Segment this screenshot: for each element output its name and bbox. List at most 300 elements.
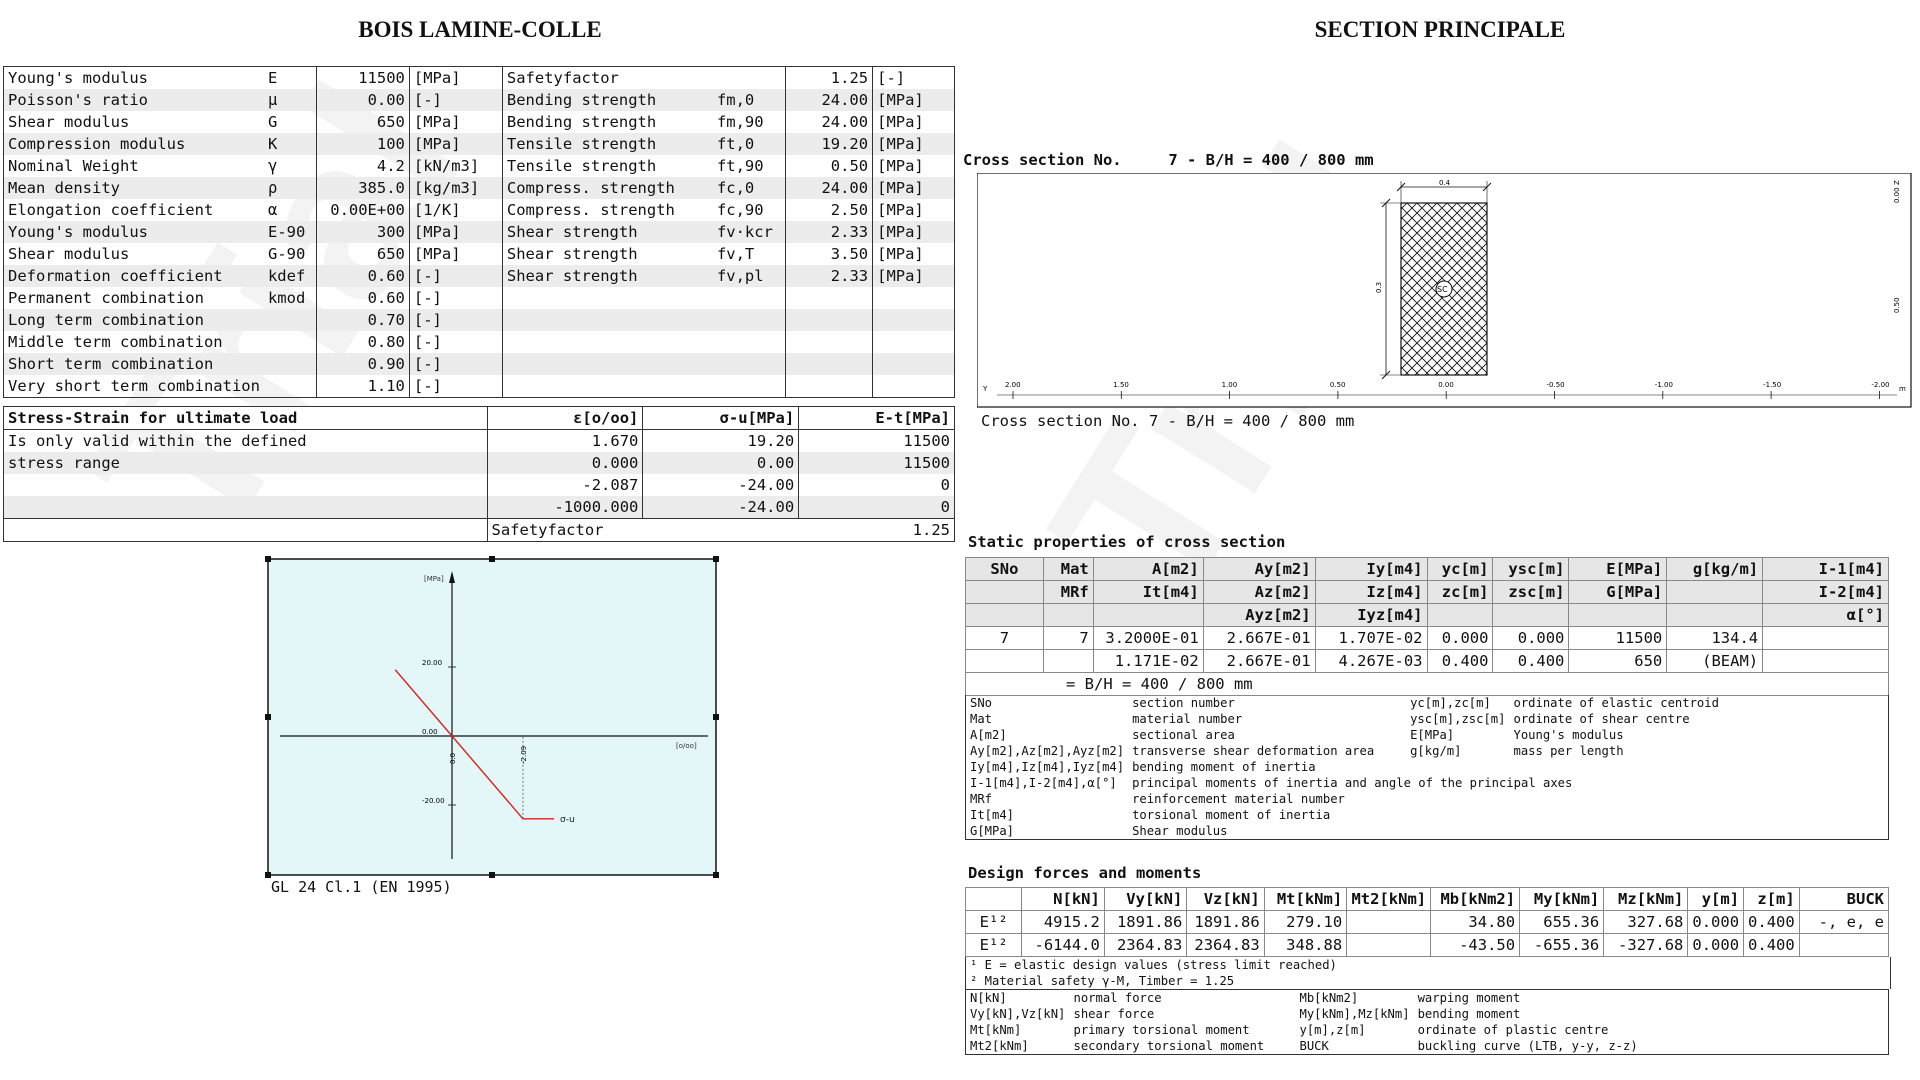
legend-text: ordinate of plastic centre	[1417, 1023, 1609, 1037]
strength-symbol: fv,pl	[713, 265, 786, 287]
legend-symbol: A[m2]	[970, 728, 1007, 742]
legend-row	[966, 743, 1889, 759]
table-row	[4, 67, 955, 90]
table-row	[966, 627, 1889, 650]
props-header-cell	[966, 604, 1044, 627]
forces-header-cell: N[kN]	[1022, 888, 1104, 911]
forces-cell: 2364.83	[1104, 934, 1186, 957]
legend-row	[966, 711, 1889, 727]
axis-z-letter: Z	[1893, 180, 1901, 185]
y-tick-label: 0.00	[422, 728, 438, 736]
legend-symbol: My[kNm],Mz[kNm]	[1299, 1007, 1410, 1021]
property-name: Deformation coefficient	[4, 265, 264, 287]
props-header-cell	[1427, 604, 1493, 627]
strength-name: Safetyfactor	[502, 67, 713, 90]
props-header-cell	[1493, 604, 1569, 627]
forces-cell	[1347, 911, 1431, 934]
property-symbol: kmod	[267, 289, 306, 307]
legend-row	[966, 695, 1889, 711]
axis-z-tick-0: 0.00	[1893, 187, 1901, 203]
strength-unit	[873, 331, 955, 353]
strength-unit: [MPa]	[873, 177, 955, 199]
forces-footnote-2: ² Material safety γ-M, Timber = 1.25	[970, 974, 1235, 988]
props-cell: 0.000	[1427, 627, 1493, 650]
forces-cell	[1347, 934, 1431, 957]
strength-symbol: fc,0	[713, 177, 786, 199]
ss-note: Is only valid within the defined	[8, 432, 307, 450]
legend-symbol: N[kN]	[970, 991, 1007, 1005]
strength-name	[502, 353, 713, 375]
props-header-cell	[1043, 604, 1093, 627]
legend-row	[966, 990, 1889, 1007]
ss-cell: -2.087	[487, 474, 643, 496]
property-value: 0.60	[317, 265, 410, 287]
property-value: 0.00	[317, 89, 410, 111]
legend-symbol: Vy[kN],Vz[kN]	[970, 1007, 1066, 1021]
forces-cell: 4915.2	[1022, 911, 1104, 934]
property-unit: [-]	[409, 331, 502, 353]
dim-top-label: 0.4	[1439, 179, 1451, 187]
props-header-cell: yc[m]	[1427, 558, 1493, 581]
resize-handle[interactable]	[489, 556, 495, 562]
props-header-cell	[966, 581, 1044, 604]
forces-cell: 0.000	[1688, 934, 1744, 957]
legend-text: buckling curve (LTB, y-y, z-z)	[1417, 1039, 1638, 1053]
axis-tick-label: 1.00	[1221, 381, 1238, 389]
table-row	[4, 496, 955, 519]
props-cell	[1043, 650, 1093, 673]
cross-section-caption: Cross section No. 7 - B/H = 400 / 800 mm	[981, 412, 1355, 430]
forces-header-cell: Vz[kN]	[1187, 888, 1264, 911]
property-unit: [-]	[409, 265, 502, 287]
legend-text: Shear modulus	[1132, 824, 1228, 838]
static-props-legend	[965, 695, 1889, 840]
props-cell	[1763, 650, 1889, 673]
table-row	[4, 133, 955, 155]
material-title: BOIS LAMINE-COLLE	[358, 17, 602, 42]
stress-strain-table	[3, 406, 955, 542]
legend-symbol: Ay[m2],Az[m2],Ayz[m2]	[970, 744, 1125, 758]
props-header-cell: Az[m2]	[1203, 581, 1315, 604]
props-header-cell: zc[m]	[1427, 581, 1493, 604]
axis-tick-label: -1.50	[1763, 381, 1782, 389]
ss-cell: 0	[799, 496, 955, 519]
strength-name: Shear strength	[502, 265, 713, 287]
forces-cell: 0.400	[1744, 911, 1800, 934]
forces-header-cell: Vy[kN]	[1104, 888, 1186, 911]
strength-value	[786, 331, 873, 353]
forces-cell: 655.36	[1520, 911, 1604, 934]
property-value: 385.0	[317, 177, 410, 199]
property-name: Shear modulus	[8, 113, 130, 131]
property-unit: [-]	[409, 287, 502, 309]
legend-text: section number	[1132, 696, 1235, 710]
strength-name	[502, 331, 713, 353]
forces-cell: -, e, e	[1799, 911, 1888, 934]
table-row	[4, 155, 955, 177]
property-symbol: E-90	[264, 221, 317, 243]
props-cell: (BEAM)	[1667, 650, 1763, 673]
forces-cell: 0.400	[1744, 934, 1800, 957]
props-header-cell: Mat	[1043, 558, 1093, 581]
strength-unit: [MPa]	[873, 133, 955, 155]
property-unit: [MPa]	[409, 133, 502, 155]
legend-symbol: It[m4]	[970, 808, 1015, 822]
legend-symbol: Mb[kNm2]	[1299, 991, 1359, 1005]
props-note: = B/H = 400 / 800 mm	[966, 673, 1889, 696]
legend-text: ordinate of elastic centroid	[1513, 696, 1719, 710]
table-row	[4, 375, 955, 398]
forces-cell: 279.10	[1264, 911, 1346, 934]
property-unit: [-]	[409, 375, 502, 398]
table-row	[4, 243, 955, 265]
props-header-cell: Iy[m4]	[1315, 558, 1427, 581]
axis-unit: m	[1899, 385, 1906, 393]
property-symbol	[264, 375, 317, 398]
props-header-cell: Iz[m4]	[1315, 581, 1427, 604]
property-symbol	[264, 353, 317, 375]
resize-handle[interactable]	[265, 714, 271, 720]
strength-value	[786, 287, 873, 309]
axis-tick-label: -0.50	[1546, 381, 1565, 389]
strength-unit: [MPa]	[873, 111, 955, 133]
property-value: 11500	[317, 67, 410, 90]
forces-cell: 348.88	[1264, 934, 1346, 957]
legend-text: Young's modulus	[1513, 728, 1624, 742]
table-row	[966, 650, 1889, 673]
strength-name	[502, 287, 713, 309]
forces-table	[965, 887, 1889, 957]
ss-empty	[4, 519, 488, 542]
strength-unit: [-]	[873, 67, 955, 90]
ss-cell: 11500	[799, 452, 955, 474]
chart-background	[268, 559, 716, 875]
strength-unit: [MPa]	[873, 199, 955, 221]
y-tick-label: 20.00	[422, 659, 443, 667]
stress-strain-chart	[262, 553, 724, 881]
property-unit: [-]	[409, 309, 502, 331]
strength-name: Bending strength	[502, 89, 713, 111]
property-name: Mean density	[4, 177, 264, 199]
ss-note: stress range	[4, 452, 488, 474]
ss-cell: 0	[799, 474, 955, 496]
legend-text: ordinate of shear centre	[1513, 712, 1690, 726]
property-name: Short term combination	[4, 353, 264, 375]
property-symbol: kdef	[264, 265, 317, 287]
strength-unit	[873, 287, 955, 309]
axis-tick-label: 0.00	[1438, 381, 1454, 389]
forces-header-cell: BUCK	[1799, 888, 1888, 911]
table-row	[4, 474, 955, 496]
ss-header-modulus: E-t[MPa]	[799, 407, 955, 430]
strength-unit: [MPa]	[873, 155, 955, 177]
legend-symbol: MRf	[970, 792, 993, 806]
property-symbol	[264, 309, 317, 331]
legend-text: sectional area	[1132, 728, 1235, 742]
cross-section-label-value: 7 - B/H = 400 / 800 mm	[1168, 151, 1374, 169]
series-label: σ-u	[560, 814, 575, 825]
forces-cell: 327.68	[1604, 911, 1688, 934]
table-row	[4, 265, 955, 287]
ss-header-label: Stress-Strain for ultimate load	[4, 407, 488, 430]
property-name: Permanent combination	[8, 289, 204, 307]
strength-value: 19.20	[786, 133, 873, 155]
strength-value: 1.25	[786, 67, 873, 90]
forces-header-cell	[966, 888, 1022, 911]
props-header-cell: Iyz[m4]	[1315, 604, 1427, 627]
property-value: 0.90	[317, 353, 410, 375]
props-header-cell	[1569, 604, 1667, 627]
legend-text: normal force	[1073, 991, 1162, 1005]
strength-unit	[873, 353, 955, 375]
table-row	[4, 519, 955, 542]
section-title: SECTION PRINCIPALE	[1314, 17, 1566, 42]
property-name: Compression modulus	[4, 133, 264, 155]
props-header-row	[966, 558, 1889, 581]
property-symbol: α	[267, 201, 278, 219]
strength-symbol: fv,T	[716, 245, 755, 263]
forces-cell: 1891.86	[1104, 911, 1186, 934]
forces-header-cell: Mz[kNm]	[1604, 888, 1688, 911]
property-symbol: μ	[264, 89, 317, 111]
legend-symbol: Iy[m4],Iz[m4],Iyz[m4]	[970, 760, 1125, 774]
strength-value: 2.33	[786, 265, 873, 287]
strength-unit	[873, 375, 955, 398]
ss-header-strain: ε[o/oo]	[487, 407, 643, 430]
legend-text: torsional moment of inertia	[1132, 808, 1331, 822]
property-name: Young's modulus	[8, 69, 148, 87]
legend-text: secondary torsional moment	[1073, 1039, 1265, 1053]
property-unit: [MPa]	[409, 111, 502, 133]
props-header-cell: E[MPa]	[1569, 558, 1667, 581]
property-symbol: ρ	[264, 177, 317, 199]
strength-name: Tensile strength	[502, 133, 713, 155]
strength-symbol: fm,0	[713, 89, 786, 111]
props-header-cell: I-1[m4]	[1763, 558, 1889, 581]
property-symbol: E	[267, 69, 278, 87]
forces-header-row	[966, 888, 1889, 911]
forces-header-cell: Mb[kNm2]	[1431, 888, 1520, 911]
chart-caption: GL 24 Cl.1 (EN 1995)	[271, 878, 452, 896]
props-header-cell: g[kg/m]	[1667, 558, 1763, 581]
static-props-title: Static properties of cross section	[968, 533, 1286, 551]
strength-symbol: fv·kcr	[713, 221, 786, 243]
legend-text: reinforcement material number	[1132, 792, 1345, 806]
legend-row	[966, 791, 1889, 807]
property-name: Young's modulus	[4, 221, 264, 243]
table-row	[4, 221, 955, 243]
ss-note	[4, 474, 488, 496]
property-value: 650	[317, 111, 410, 133]
legend-row	[966, 727, 1889, 743]
forces-cell: 1891.86	[1187, 911, 1264, 934]
legend-row	[966, 1022, 1889, 1038]
forces-cell: 0.000	[1688, 911, 1744, 934]
strength-unit	[873, 309, 955, 331]
property-value: 0.00E+00	[317, 199, 410, 221]
property-value: 650	[317, 243, 410, 265]
strength-name: Shear strength	[502, 221, 713, 243]
resize-handle[interactable]	[265, 556, 271, 562]
legend-symbol: G[MPa]	[970, 824, 1015, 838]
forces-legend	[965, 989, 1889, 1055]
props-cell: 4.267E-03	[1315, 650, 1427, 673]
forces-cell	[1799, 934, 1888, 957]
strength-value: 2.33	[786, 221, 873, 243]
legend-symbol: Mt[kNm]	[970, 1023, 1022, 1037]
property-name: Nominal Weight	[8, 157, 139, 175]
props-header-row	[966, 604, 1889, 627]
strength-value: 3.50	[786, 243, 873, 265]
y-tick-label: -20.00	[422, 797, 445, 805]
property-symbol: G	[267, 113, 278, 131]
property-value: 0.70	[317, 309, 410, 331]
resize-handle[interactable]	[489, 872, 495, 878]
props-header-cell: I-2[m4]	[1763, 581, 1889, 604]
props-cell: 0.000	[1493, 627, 1569, 650]
legend-symbol: BUCK	[1299, 1039, 1329, 1053]
table-row	[966, 934, 1889, 957]
props-header-cell: G[MPa]	[1569, 581, 1667, 604]
legend-symbol: ysc[m],zsc[m]	[1410, 712, 1506, 726]
forces-header-cell: y[m]	[1688, 888, 1744, 911]
resize-handle[interactable]	[713, 714, 719, 720]
property-symbol	[264, 331, 317, 353]
props-header-cell: SNo	[966, 558, 1044, 581]
props-header-cell: A[m2]	[1093, 558, 1203, 581]
strength-value: 0.50	[786, 155, 873, 177]
ss-cell: 11500	[799, 430, 955, 453]
props-note-row	[966, 673, 1889, 696]
forces-footnote-1: ¹ E = elastic design values (stress limit reached)	[970, 958, 1337, 972]
resize-handle[interactable]	[713, 872, 719, 878]
property-unit: [-]	[409, 353, 502, 375]
legend-text: material number	[1132, 712, 1243, 726]
strength-symbol	[713, 375, 786, 398]
legend-row	[966, 1038, 1889, 1055]
property-unit: [MPa]	[409, 67, 502, 90]
legend-text: shear force	[1073, 1007, 1155, 1021]
x-tick-label: -2.09	[519, 745, 528, 764]
property-name: Middle term combination	[8, 333, 223, 351]
legend-text: principal moments of inertia and angle of the principal axes	[1132, 776, 1573, 790]
property-name: Elongation coefficient	[8, 201, 214, 219]
table-row	[4, 331, 955, 353]
cross-section-label-text: Cross section No.	[963, 151, 1122, 169]
axis-z-tick-1: 0.50	[1893, 297, 1901, 313]
legend-symbol: g[kg/m]	[1410, 744, 1462, 758]
forces-cell: E¹²	[966, 911, 1022, 934]
property-unit: [MPa]	[409, 221, 502, 243]
table-row	[4, 309, 955, 331]
forces-footnotes	[965, 957, 1891, 989]
props-header-cell: α[°]	[1763, 604, 1889, 627]
strength-symbol	[713, 287, 786, 309]
cross-section-drawing	[977, 173, 1913, 409]
forces-cell: -655.36	[1520, 934, 1604, 957]
forces-header-cell: Mt2[kNm]	[1347, 888, 1431, 911]
legend-symbol: SNo	[970, 696, 993, 710]
props-cell: 0.400	[1493, 650, 1569, 673]
property-value: 0.80	[317, 331, 410, 353]
ss-empty	[643, 519, 799, 542]
props-header-cell: Ayz[m2]	[1203, 604, 1315, 627]
property-symbol: γ	[267, 157, 278, 175]
legend-row	[966, 1006, 1889, 1022]
axis-tick-label: -2.00	[1871, 381, 1890, 389]
property-value: 4.2	[317, 155, 410, 177]
forces-cell: -6144.0	[1022, 934, 1104, 957]
props-header-cell: MRf	[1043, 581, 1093, 604]
props-cell: 11500	[1569, 627, 1667, 650]
property-unit: [1/K]	[409, 199, 502, 221]
table-row	[4, 287, 955, 309]
property-symbol: K	[264, 133, 317, 155]
table-row	[4, 89, 955, 111]
props-cell	[1763, 627, 1889, 650]
ss-cell: 0.00	[643, 452, 799, 474]
resize-handle[interactable]	[713, 556, 719, 562]
strength-symbol: ft,90	[716, 157, 764, 175]
strength-value	[786, 309, 873, 331]
ss-cell: -24.00	[643, 496, 799, 519]
property-unit: [kg/m3]	[409, 177, 502, 199]
props-cell: 7	[966, 627, 1044, 650]
legend-text: transverse shear deformation area	[1132, 744, 1375, 758]
legend-text: primary torsional moment	[1073, 1023, 1250, 1037]
legend-text: bending moment	[1417, 1007, 1521, 1021]
strength-value: 24.00	[786, 89, 873, 111]
props-cell: 0.400	[1427, 650, 1493, 673]
legend-row	[966, 823, 1889, 840]
props-header-cell: zsc[m]	[1493, 581, 1569, 604]
property-name: Shear modulus	[8, 245, 130, 263]
property-value: 100	[317, 133, 410, 155]
strength-unit: [MPa]	[873, 265, 955, 287]
strength-symbol	[713, 309, 786, 331]
strength-name: Compress. strength	[502, 177, 713, 199]
legend-row	[966, 759, 1889, 775]
props-cell: 1.707E-02	[1315, 627, 1427, 650]
props-cell: 1.171E-02	[1093, 650, 1203, 673]
forces-header-cell: Mt[kNm]	[1264, 888, 1346, 911]
props-header-row	[966, 581, 1889, 604]
props-header-cell	[1093, 604, 1203, 627]
table-row	[4, 111, 955, 133]
table-row	[4, 452, 955, 474]
props-header-cell: ysc[m]	[1493, 558, 1569, 581]
strength-name: Shear strength	[502, 243, 713, 265]
property-name: Long term combination	[4, 309, 264, 331]
legend-symbol: Mat	[970, 712, 993, 726]
forces-cell: -43.50	[1431, 934, 1520, 957]
legend-text: mass per length	[1513, 744, 1624, 758]
ss-cell: 19.20	[643, 430, 799, 453]
axis-tick-label: 1.50	[1113, 381, 1129, 389]
forces-cell: E¹²	[966, 934, 1022, 957]
property-unit: [MPa]	[409, 243, 502, 265]
strength-unit: [MPa]	[873, 243, 955, 265]
props-cell: 3.2000E-01	[1093, 627, 1203, 650]
props-header-cell	[1667, 581, 1763, 604]
legend-symbol: yc[m],zc[m]	[1410, 696, 1491, 710]
strength-name: Bending strength	[502, 111, 713, 133]
legend-row	[966, 807, 1889, 823]
strength-name	[502, 375, 713, 398]
forces-cell: -327.68	[1604, 934, 1688, 957]
table-row	[4, 353, 955, 375]
stress-strain-header	[4, 407, 955, 430]
